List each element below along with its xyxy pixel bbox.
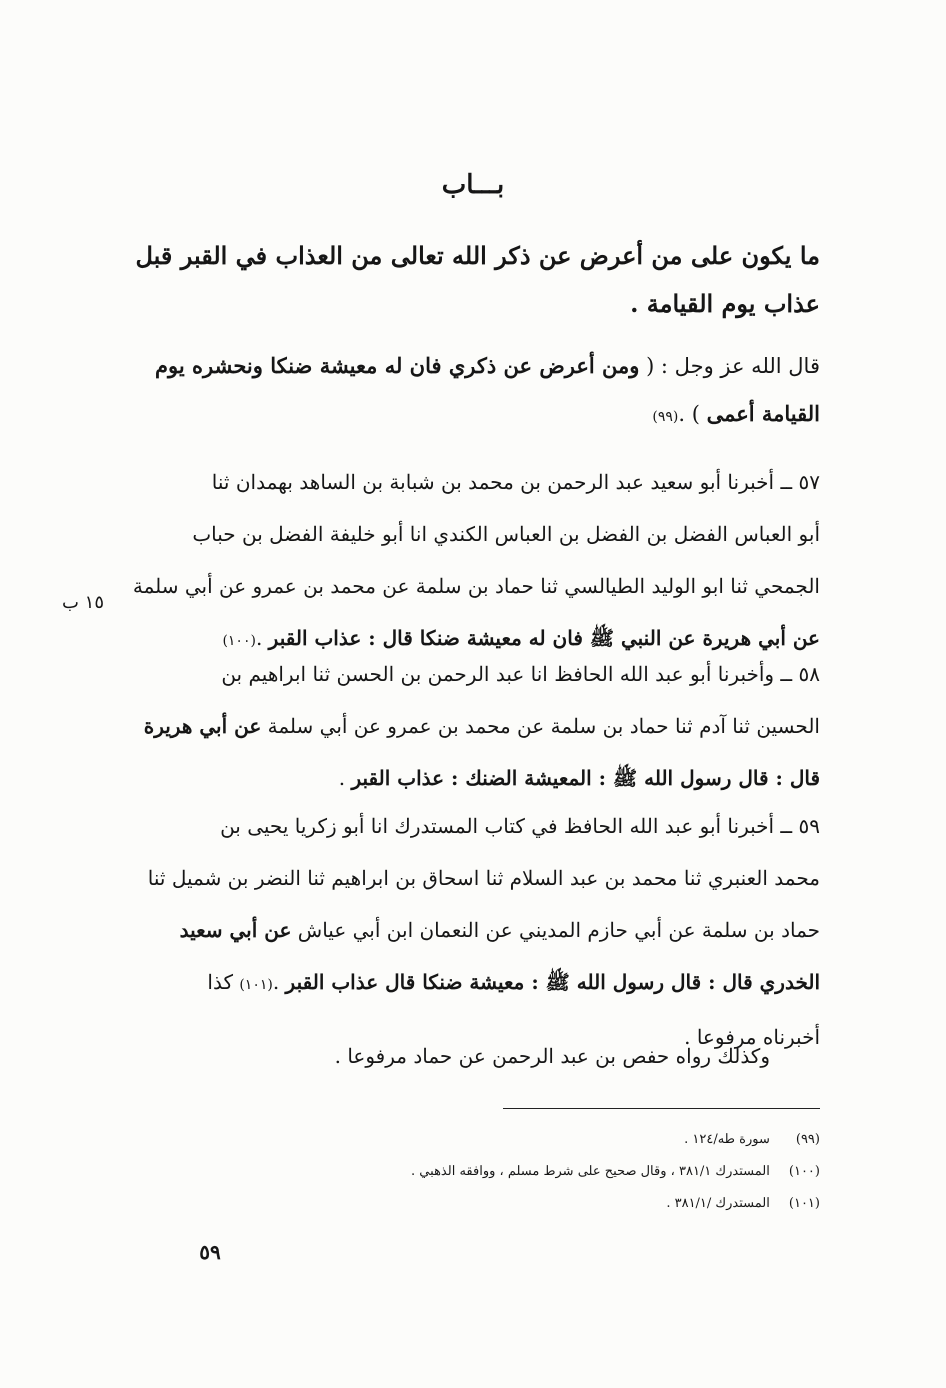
footnote-ref-99: (٩٩) (652, 409, 679, 425)
footnote-ref-100: (١٠٠) (222, 633, 256, 649)
hadith-58-narrator: عن أبي هريرة (143, 714, 262, 738)
hadith-58-line-3 (120, 752, 820, 804)
hadith-58-isnad: الحسين ثنا آدم ثنا حماد بن سلمة عن محمد بن عمرو عن أبي سلمة (261, 714, 820, 738)
hadith-58-line-2 (120, 700, 820, 752)
hadith-59-line-4 (120, 956, 820, 1011)
footnote (300, 1156, 820, 1188)
chapter-heading: بـــاب (441, 170, 505, 200)
quote-intro: قال الله عز وجل : ( (639, 354, 820, 378)
hadith-59-line-5: أخبرناه مرفوعا . (684, 1025, 820, 1049)
quran-quote (120, 342, 820, 441)
hadith-57 (120, 456, 820, 667)
hadith-59-tail: كذا (207, 970, 240, 994)
footnote-number: (١٠١) (788, 1196, 820, 1211)
hadith-59 (120, 800, 820, 1063)
footnote-number: (٩٩) (795, 1132, 820, 1147)
hadith-58 (120, 648, 820, 804)
hadith-57-matn: عن أبي هريرة عن النبي ﷺ فان له معيشة ضنكا قال : عذاب القبر (268, 626, 820, 650)
hadith-58-line-1: ٥٨ ــ وأخبرنا أبو عبد الله الحافظ انا عبد الرحمن بن الحسن ثنا ابراهيم بن (221, 662, 820, 686)
footnote-divider (503, 1108, 820, 1109)
closing-note: وكذلك رواه حفص بن عبد الرحمن عن حماد مرفوعا . (334, 1044, 770, 1068)
hadith-59-line-3 (120, 904, 820, 956)
footnote (300, 1124, 820, 1156)
footnote (300, 1188, 820, 1220)
footnotes (300, 1124, 820, 1220)
page-number: ٥٩ (199, 1240, 221, 1264)
footnote-text: المستدرك /٣٨١/١ . (666, 1196, 770, 1211)
manuscript-folio-marker: ١٥ ب (62, 592, 105, 613)
hadith-58-tail: . (338, 766, 352, 790)
hadith-59-mid: . (272, 970, 286, 994)
quote-verse: ومن أعرض عن ذكري فان له معيشة ضنكا ونحشره يوم القيامة أعمى (155, 353, 820, 426)
footnote-number: (١٠٠) (788, 1164, 820, 1179)
quote-close: ) . (678, 402, 707, 426)
footnote-text: المستدرك ٣٨١/١ ، وقال صحيح على شرط مسلم ، ووافقه الذهبي . (411, 1164, 770, 1179)
hadith-58-matn: قال : قال رسول الله ﷺ : المعيشة الضنك : عذاب القبر (351, 766, 820, 790)
hadith-59-line-1: ٥٩ ــ أخبرنا أبو عبد الله الحافظ في كتاب المستدرك انا أبو زكريا يحيى بن (220, 814, 820, 838)
hadith-59-line-2: محمد العنبري ثنا محمد بن عبد السلام ثنا اسحاق بن ابراهيم ثنا النضر بن شميل ثنا (147, 866, 820, 890)
footnote-text: سورة طه/١٢٤ . (684, 1132, 770, 1147)
hadith-59-matn: الخدري قال : قال رسول الله ﷺ : معيشة ضنكا قال عذاب القبر (285, 970, 820, 994)
hadith-59-narrator: عن أبي سعيد (179, 918, 292, 942)
chapter-title: ما يكون على من أعرض عن ذكر الله تعالى من العذاب في القبر قبل عذاب يوم القيامة . (135, 241, 820, 318)
hadith-57-line-2: أبو العباس الفضل بن الفضل بن العباس الكندي انا أبو خليفة الفضل بن حباب (192, 522, 820, 546)
hadith-57-line-3: الجمحي ثنا ابو الوليد الطيالسي ثنا حماد بن سلمة عن محمد بن عمرو عن أبي سلمة (132, 574, 820, 598)
footnote-ref-101: (١٠١) (239, 977, 273, 993)
hadith-59-isnad: حماد بن سلمة عن أبي حازم المديني عن النعمان ابن أبي عياش (291, 918, 820, 942)
hadith-57-line-1: ٥٧ ــ أخبرنا أبو سعيد عبد الرحمن بن محمد بن شبابة بن الساهد بهمدان ثنا (211, 470, 820, 494)
hadith-57-tail: . (255, 626, 269, 650)
